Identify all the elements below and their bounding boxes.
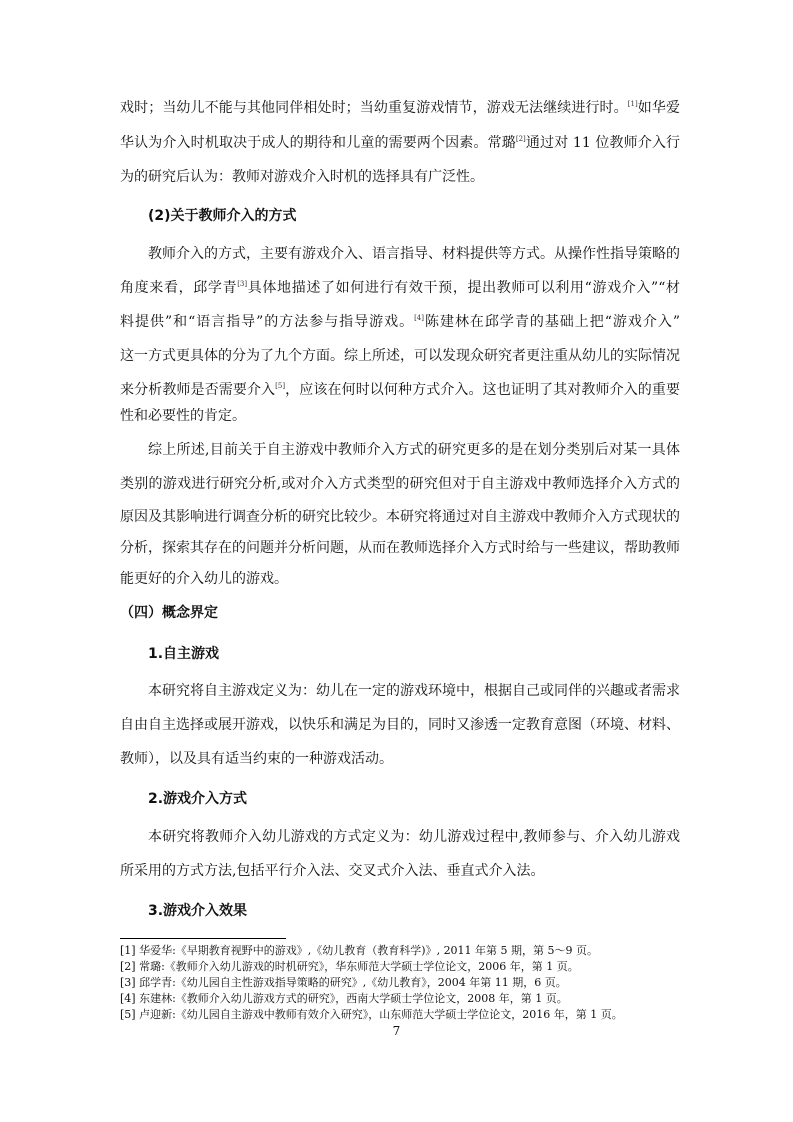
body-text-line: 本研究将教师介入幼儿游戏的方式定义为：幼儿游戏过程中,教师参与、介入幼儿游戏 bbox=[148, 829, 680, 845]
citation-ref: [2] bbox=[515, 135, 526, 143]
footnote: [4] 东建林:《教师介入幼儿游戏方式的研究》，西南大学硕士学位论文，2008 年，第 1 页。 bbox=[120, 992, 568, 1005]
body-text-line bbox=[120, 312, 680, 332]
text-run: ，应该在何时以何种方式介入。这也证明了其对教师介入的重要 bbox=[285, 382, 681, 398]
body-text-line: 教师），以及具有适当约束的一种游戏活动。 bbox=[120, 751, 393, 767]
footnote: [3] 邱学青:《幼儿园自主性游戏指导策略的研究》,《幼儿教育》，2004 年第 11 期，6 页。 bbox=[120, 976, 567, 989]
body-text-line bbox=[120, 278, 680, 298]
section-heading: （四）概念界定 bbox=[120, 605, 218, 621]
footnote-separator bbox=[120, 938, 286, 939]
citation-ref: [4] bbox=[414, 314, 424, 322]
citation-ref: [1] bbox=[627, 100, 638, 108]
body-text-line: 性和必要性的肯定。 bbox=[120, 408, 246, 424]
body-text-line: 教师介入的方式，主要有游戏介入、语言指导、材料提供等方式。从操作性指导策略的 bbox=[148, 246, 680, 262]
footnote: [1] 华爱华:《早期教育视野中的游戏》,《幼儿教育（教育科学)》, 2011 年第 5 期，第 5～9 页。 bbox=[120, 944, 599, 957]
subsection-heading: (2)关于教师介入的方式 bbox=[148, 208, 297, 224]
footnote: [5] 卢迎新:《幼儿园自主游戏中教师有效介入研究》，山东师范大学硕士学位论文，2016 年，第 1 页。 bbox=[120, 1008, 623, 1021]
body-text-line: 分析，探索其存在的问题并分析问题，从而在教师选择介入方式时给与一些建议，帮助教师 bbox=[120, 540, 680, 556]
citation-ref: [5] bbox=[275, 382, 286, 390]
body-text-line: 原因及其影响进行调查分析的研究比较少。本研究将通过对自主游戏中教师介入方式现状的 bbox=[120, 509, 680, 525]
citation-ref: [3] bbox=[237, 280, 248, 288]
body-text-line bbox=[120, 133, 680, 153]
body-text-line: 所采用的方式方法,包括平行介入法、交叉式介入法、垂直式介入法。 bbox=[120, 863, 545, 879]
page-number: 7 bbox=[392, 1024, 401, 1038]
text-run: 来分析教师是否需要介入 bbox=[120, 382, 276, 398]
body-text-line: 为的研究后认为：教师对游戏介入时机的选择具有广泛性。 bbox=[120, 169, 484, 185]
footnote: [2] 常璐:《教师介入幼儿游戏的时机研究》，华东师范大学硕士学位论文，2006 年，第 1 页。 bbox=[120, 960, 579, 973]
text-run: 如华爱 bbox=[637, 100, 681, 116]
subsection-heading: 2.游戏介入方式 bbox=[148, 791, 248, 807]
subsection-heading: 3.游戏介入效果 bbox=[148, 903, 248, 919]
body-text-line: 这一方式更具体的分为了九个方面。综上所述，可以发现众研究者更注重从幼儿的实际情况 bbox=[120, 348, 680, 364]
body-text-line: 类别的游戏进行研究分析,或对介入方式类型的研究但对于自主游戏中教师选择介入方式的 bbox=[120, 476, 680, 492]
body-text-line: 综上所述,目前关于自主游戏中教师介入方式的研究更多的是在划分类别后对某一具体 bbox=[148, 442, 680, 458]
text-run: 华认为介入时机取决于成人的期待和儿童的需要两个因素。常璐 bbox=[120, 135, 516, 151]
body-text-line: 能更好的介入幼儿的游戏。 bbox=[120, 571, 288, 587]
body-text-line bbox=[120, 380, 680, 400]
text-run: 具体地描述了如何进行有效干预，提出教师可以利用“游戏介入”“材 bbox=[247, 280, 680, 296]
text-run: 戏时；当幼儿不能与其他同伴相处时；当幼重复游戏情节，游戏无法继续进行时。 bbox=[120, 100, 628, 116]
body-text-line: 本研究将自主游戏定义为：幼儿在一定的游戏环境中，根据自己或同伴的兴趣或者需求 bbox=[148, 683, 680, 699]
text-run: 通过对 11 位教师介入行 bbox=[525, 135, 681, 151]
text-run: 料提供”和“语言指导”的方法参与指导游戏。 bbox=[120, 314, 415, 330]
text-run: 陈建林在邱学青的基础上把“游戏介入” bbox=[424, 314, 680, 330]
subsection-heading: 1.自主游戏 bbox=[148, 646, 220, 662]
text-run: 角度来看，邱学青 bbox=[120, 280, 238, 296]
body-text-line: 自由自主选择或展开游戏，以快乐和满足为目的，同时又渗透一定教育意图（环境、材料、 bbox=[120, 717, 680, 733]
body-text-line bbox=[120, 98, 680, 118]
